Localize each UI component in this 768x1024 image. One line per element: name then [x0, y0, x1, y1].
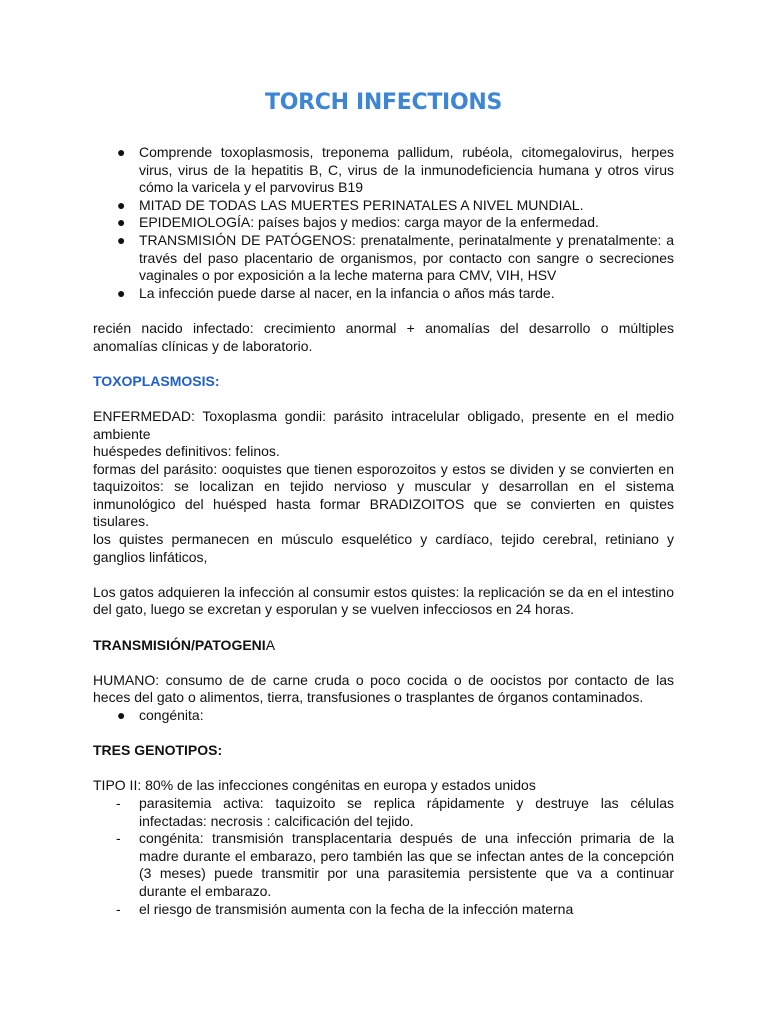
gatos-paragraph: Los gatos adquieren la infección al consumir estos quistes: la replicación se da en el intestino del gato, luego se excretan y esporulan y se vuelven infecciosos en 24 horas.	[93, 583, 674, 618]
quistes-line: los quistes permanecen en músculo esquelético y cardíaco, tejido cerebral, retiniano y ganglios linfáticos,	[93, 531, 674, 565]
list-item	[93, 901, 674, 919]
dash-icon: -	[116, 900, 121, 917]
spacer	[93, 760, 674, 778]
intro-bullet-list	[93, 144, 674, 302]
spacer	[93, 302, 674, 320]
spacer	[93, 355, 674, 373]
list-item-text: Comprende toxoplasmosis, treponema pallidum, rubéola, citomegalovirus, herpes virus, virus de la hepatitis B, C, virus de la inmunodeficiencia humana y otros virus cómo la varicela y el parvovirus B19	[139, 144, 674, 196]
list-item-text: congénita: transmisión transplacentaria después de una infección primaria de la madre durante el embarazo, pero también las que se infectan antes de la concepción (3 meses) puede transmitir por una parasitemia persistente que va a continuar durante el embarazo.	[139, 830, 674, 899]
newborn-paragraph: recién nacido infectado: crecimiento anormal + anomalías del desarrollo o múltiples anomalías clínicas y de laboratorio.	[93, 319, 674, 354]
list-item	[93, 197, 674, 215]
list-item	[93, 707, 674, 725]
bullet-icon: ●	[117, 144, 126, 160]
list-item	[93, 285, 674, 303]
list-item-text: el riesgo de transmisión aumenta con la fecha de la infección materna	[139, 900, 574, 917]
list-item-text: congénita:	[139, 707, 204, 723]
dash-icon: -	[116, 830, 121, 847]
tipo2-list	[93, 795, 674, 918]
bullet-icon: ●	[117, 196, 126, 213]
list-item	[93, 830, 674, 900]
list-item-text: EPIDEMIOLOGÍA: países bajos y medios: carga mayor de la enfermedad.	[139, 214, 599, 231]
transmision-heading	[93, 637, 674, 655]
transmision-heading-bold: TRANSMISIÓN/PATOGENI	[93, 636, 266, 653]
document-title: TORCH INFECTIONS	[264, 90, 503, 115]
huespedes-line: huéspedes definitivos: felinos.	[93, 443, 280, 460]
list-item	[93, 144, 674, 197]
bullet-icon: ●	[117, 284, 126, 301]
dash-icon: -	[116, 794, 121, 811]
list-item-text: TRANSMISIÓN DE PATÓGENOS: prenatalmente, perinatalmente y prenatalmente: a través del paso placentario de organismos, por contacto con sangre o secreciones vaginales o por exposición a la leche materna para CMV, VIH, HSV	[139, 231, 674, 284]
spacer	[93, 390, 674, 408]
congenita-list	[93, 707, 674, 725]
transmision-heading-tail: A	[265, 636, 276, 653]
spacer	[93, 619, 674, 637]
enfermedad-line: ENFERMEDAD: Toxoplasma gondii: parásito intracelular obligado, presente en el medio ambiente	[93, 407, 674, 442]
list-item	[93, 232, 674, 285]
list-item-text: La infección puede darse al nacer, en la infancia o años más tarde.	[139, 284, 555, 301]
bullet-icon: ●	[117, 707, 126, 723]
bullet-icon: ●	[117, 214, 126, 231]
tipo2-line: TIPO II: 80% de las infecciones congénitas en europa y estados unidos	[93, 777, 536, 794]
genotipos-heading: TRES GENOTIPOS:	[93, 742, 223, 759]
document-page	[93, 88, 674, 918]
humano-paragraph: HUMANO: consumo de de carne cruda o poco cocida o de oocistos por contacto de las heces del gato o alimentos, tierra, transfusiones o trasplantes de órganos contaminados.	[93, 671, 674, 706]
list-item-text: MITAD DE TODAS LAS MUERTES PERINATALES A NIVEL MUNDIAL.	[139, 196, 584, 213]
spacer	[93, 654, 674, 672]
list-item	[93, 795, 674, 830]
toxoplasmosis-heading: TOXOPLASMOSIS:	[93, 372, 220, 389]
list-item	[93, 214, 674, 232]
spacer	[93, 566, 674, 584]
bullet-icon: ●	[117, 231, 126, 248]
list-item-text: parasitemia activa: taquizoito se replica rápidamente y destruye las células infectadas: necrosis : calcificación del tejido.	[139, 794, 674, 829]
spacer	[93, 725, 674, 743]
formas-line: formas del parásito: ooquistes que tienen esporozoitos y estos se dividen y se convierten en taquizoitos: se localizan en tejido nervioso y muscular y desarrollan en el sistema inmunológico del huésped hasta formar BRADIZOITOS que se convierten en quistes tisulares.	[93, 460, 674, 530]
